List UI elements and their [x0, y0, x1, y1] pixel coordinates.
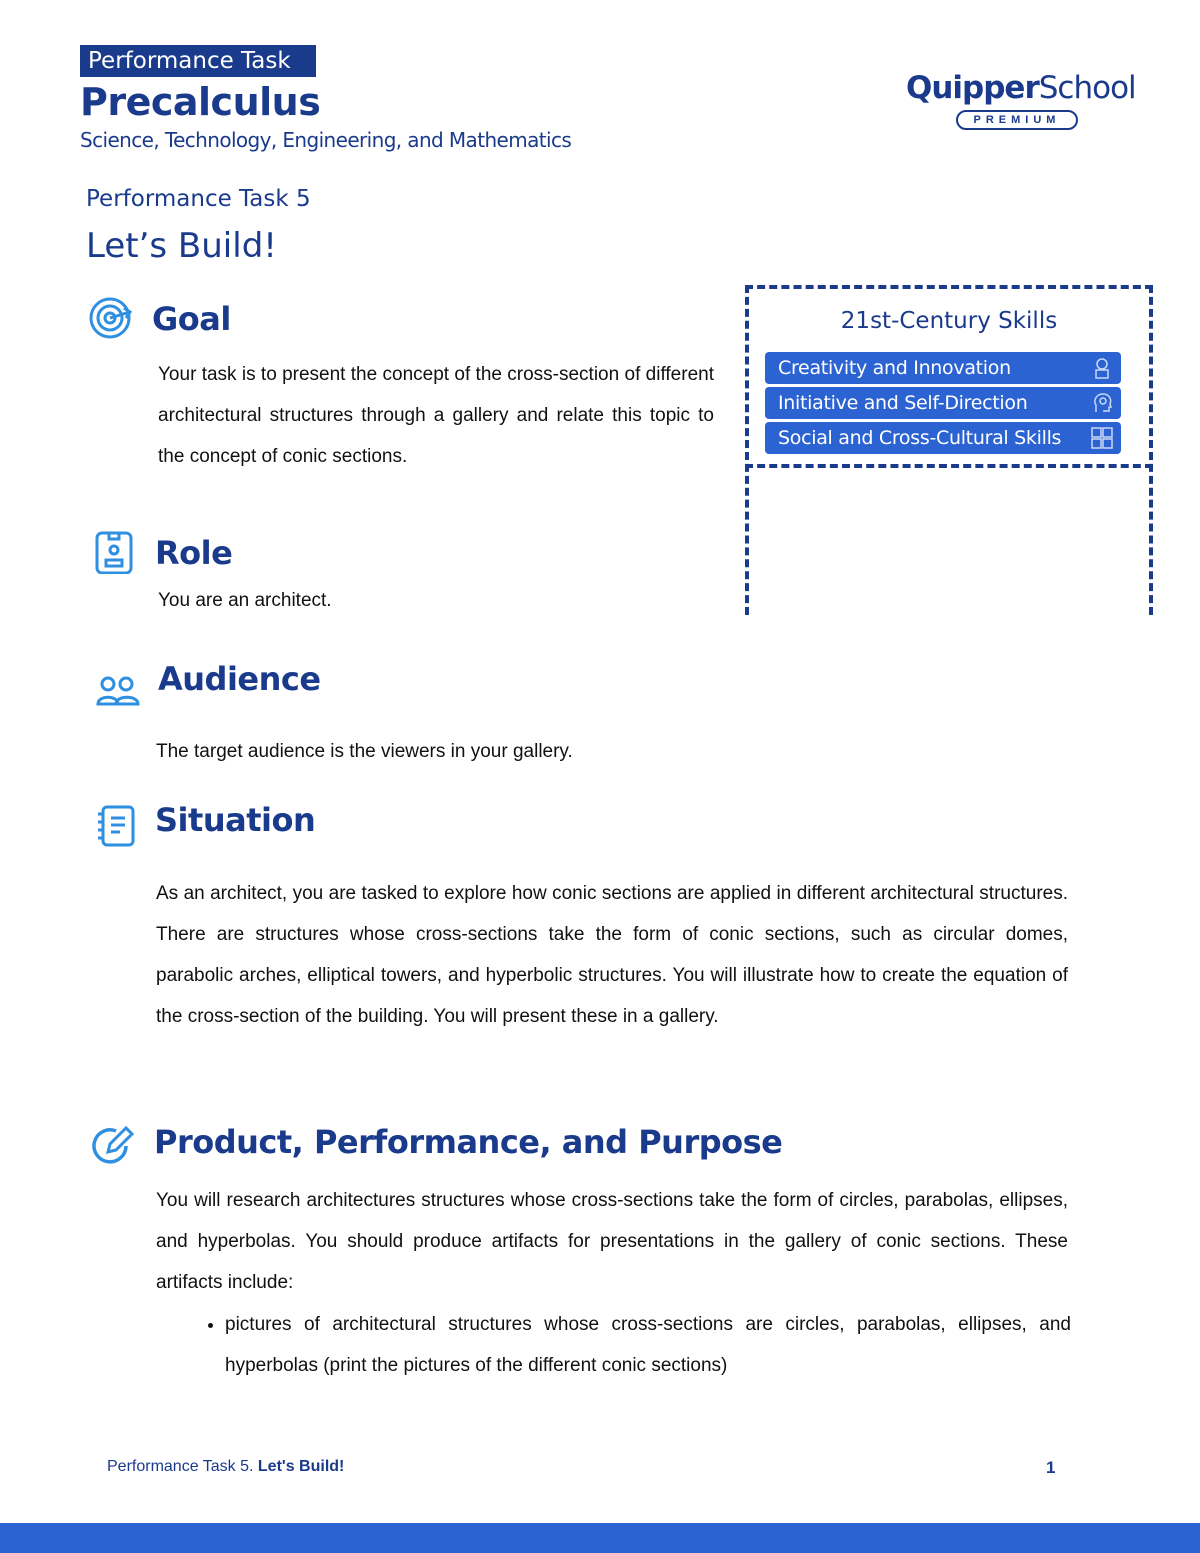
target-icon [88, 296, 132, 340]
footer-prefix: Performance Task 5. [107, 1458, 258, 1475]
audience-heading: Audience [158, 660, 321, 698]
document-tag: Performance Task [80, 45, 316, 77]
situation-heading: Situation [155, 801, 316, 839]
skills-title: 21st-Century Skills [840, 308, 1058, 334]
role-heading: Role [155, 534, 233, 572]
footer-text [107, 1458, 344, 1476]
skill-label: Initiative and Self-Direction [778, 392, 1028, 414]
goal-heading: Goal [152, 300, 231, 338]
subject-title: Precalculus [80, 80, 321, 124]
strand-subtitle: Science, Technology, Engineering, and Mathematics [80, 128, 572, 152]
product-text: You will research architectures structures whose cross-sections take the form of circles, parabolas, ellipses, and hyperbolas. You should produce artifacts for presentations in the gallery of conic sections. These artifacts include: [156, 1190, 1068, 1293]
quipper-school-logo [906, 70, 1136, 130]
list-item: • pictures of architectural structures whose cross-sections are circles, parabolas, ellipses, and hyperbolas (print the pictures of the different conic sections) [225, 1304, 1071, 1386]
task-title: Let’s Build! [86, 226, 277, 266]
logo-premium-badge: PREMIUM [956, 110, 1078, 130]
skill-creativity [765, 352, 1121, 384]
people-grid-icon [1091, 427, 1113, 449]
footer-bold-title: Let's Build! [257, 1458, 345, 1475]
skill-label: Creativity and Innovation [778, 357, 1011, 379]
logo-brand-regular: School [1038, 70, 1136, 106]
document-icon [96, 804, 140, 848]
footer-bar [0, 1523, 1200, 1553]
page-number: 1 [1046, 1458, 1056, 1477]
product-heading: Product, Performance, and Purpose [154, 1123, 783, 1161]
artifact-list [185, 1304, 1071, 1386]
logo-brand-bold: Quipper [906, 70, 1039, 106]
skill-label: Social and Cross-Cultural Skills [778, 427, 1062, 449]
task-number: Performance Task 5 [86, 186, 311, 212]
lightbulb-icon [1091, 357, 1113, 379]
head-gear-icon [1091, 392, 1113, 414]
situation-text: As an architect, you are tasked to explore how conic sections are applied in different architectural structures. There are structures whose cross-sections take the form of conic sections, such as circular domes, parabolic arches, elliptical towers, and hyperbolic structures. You will illustrate how to create the equation of the cross-section of the building. You will present these in a gallery. [156, 883, 1068, 1027]
skill-social [765, 422, 1121, 454]
people-icon [96, 670, 140, 714]
goal-text: Your task is to present the concept of the cross-section of different architectural structures through a gallery and relate this topic to the concept of conic sections. [158, 364, 714, 467]
audience-text: The target audience is the viewers in your gallery. [156, 741, 573, 762]
role-text: You are an architect. [158, 590, 332, 611]
pencil-circle-icon [90, 1124, 134, 1168]
id-badge-icon [93, 530, 137, 574]
skill-initiative [765, 387, 1121, 419]
